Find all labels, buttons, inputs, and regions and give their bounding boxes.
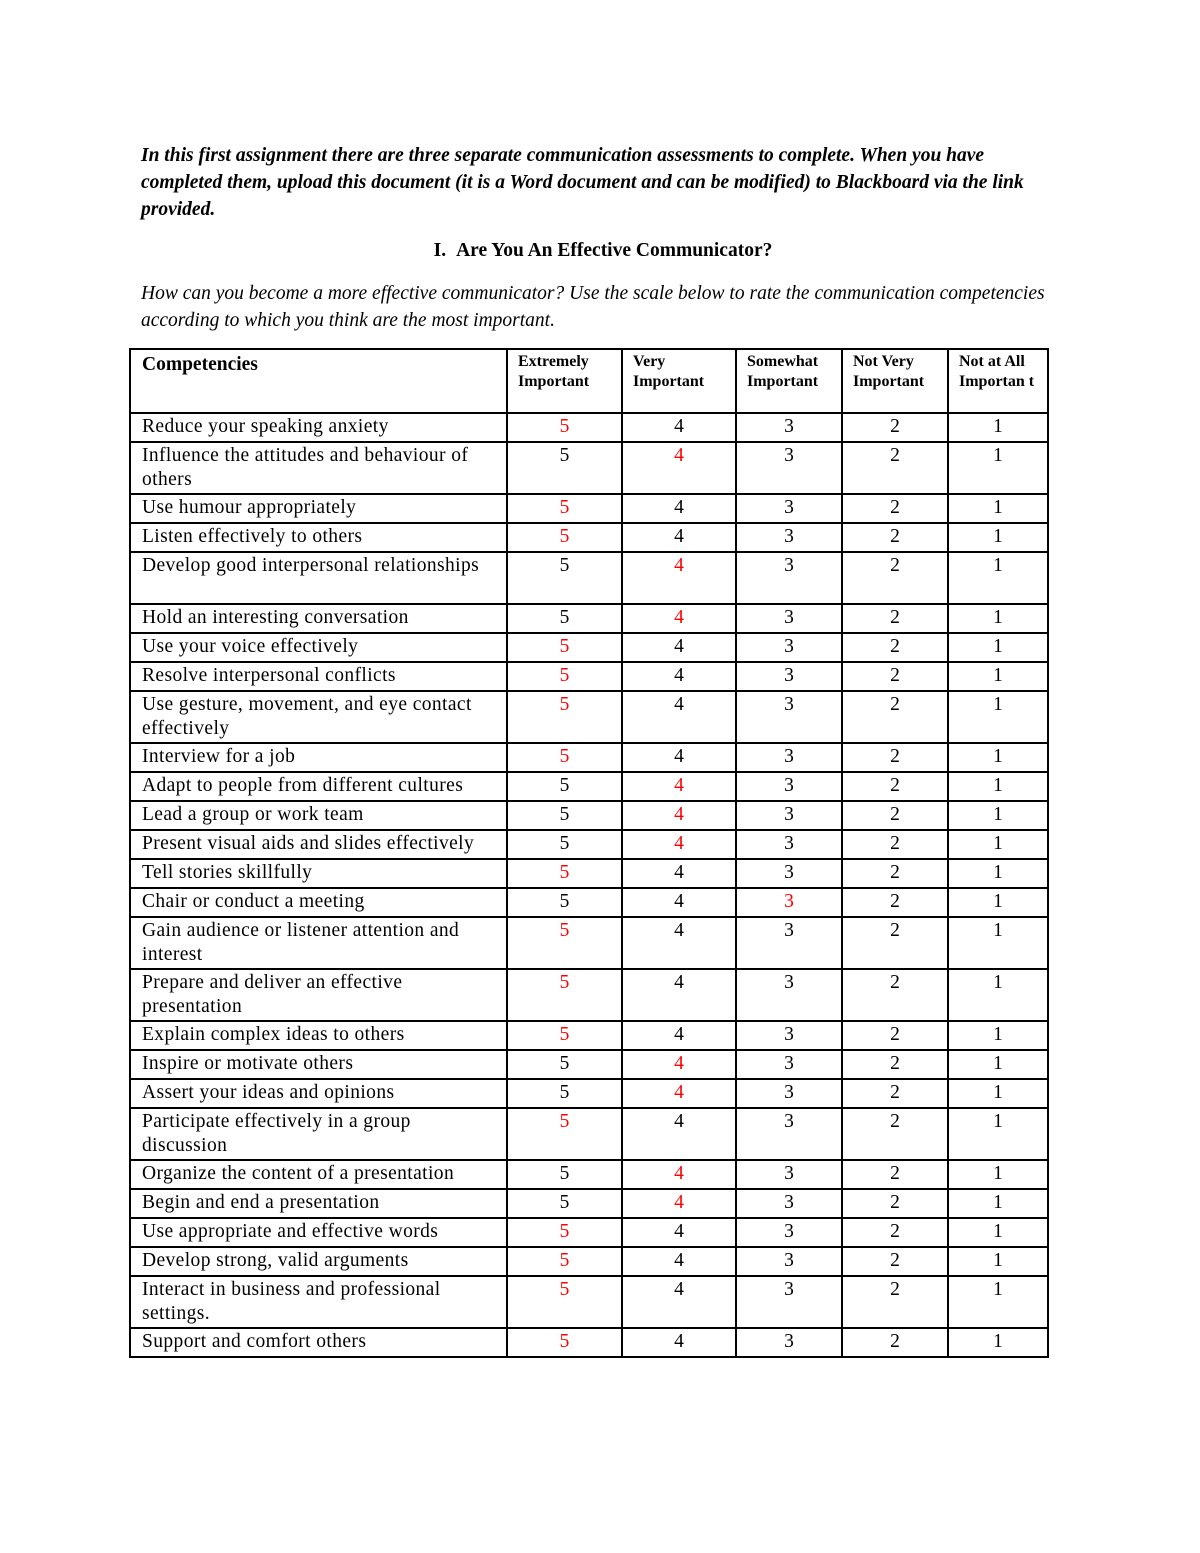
rating-cell-5[interactable]: 5	[507, 633, 622, 662]
rating-cell-1[interactable]: 1	[948, 442, 1048, 494]
rating-cell-5[interactable]: 5	[507, 1276, 622, 1328]
rating-cell-2[interactable]: 2	[842, 1218, 948, 1247]
competency-label: Interview for a job	[130, 743, 507, 772]
rating-cell-5[interactable]: 5	[507, 1108, 622, 1160]
table-row	[130, 1021, 1048, 1050]
rating-cell-2[interactable]: 2	[842, 772, 948, 801]
rating-cell-1[interactable]: 1	[948, 969, 1048, 1021]
rating-cell-5[interactable]: 5	[507, 604, 622, 633]
rating-prompt: How can you become a more effective communicator? Use the scale below to rate the communication competencies according to which you think are the most important.	[141, 283, 1045, 331]
rating-cell-3[interactable]: 3	[736, 743, 842, 772]
competency-label: Hold an interesting conversation	[130, 604, 507, 633]
competency-label: Interact in business and professional settings.	[130, 1276, 507, 1328]
competency-rating-table	[129, 348, 1049, 1358]
rating-cell-5[interactable]: 5	[507, 859, 622, 888]
competency-label: Influence the attitudes and behaviour of others	[130, 442, 507, 494]
rating-cell-4[interactable]: 4	[622, 1021, 736, 1050]
rating-cell-4[interactable]: 4	[622, 772, 736, 801]
section-number: I.	[433, 240, 447, 261]
table-row	[130, 1276, 1048, 1328]
rating-cell-4[interactable]: 4	[622, 830, 736, 859]
rating-cell-3[interactable]: 3	[736, 801, 842, 830]
rating-cell-5[interactable]: 5	[507, 413, 622, 442]
table-row	[130, 969, 1048, 1021]
rating-cell-1[interactable]: 1	[948, 1218, 1048, 1247]
rating-cell-1[interactable]: 1	[948, 801, 1048, 830]
table-row	[130, 413, 1048, 442]
rating-cell-3[interactable]: 3	[736, 691, 842, 743]
rating-cell-1[interactable]: 1	[948, 743, 1048, 772]
rating-cell-2[interactable]: 2	[842, 1160, 948, 1189]
rating-cell-1[interactable]: 1	[948, 1328, 1048, 1357]
competency-label: Lead a group or work team	[130, 801, 507, 830]
rating-cell-1[interactable]: 1	[948, 830, 1048, 859]
rating-cell-3[interactable]: 3	[736, 1247, 842, 1276]
rating-cell-2[interactable]: 2	[842, 888, 948, 917]
rating-cell-2[interactable]: 2	[842, 830, 948, 859]
table-row	[130, 662, 1048, 691]
rating-cell-2[interactable]: 2	[842, 917, 948, 969]
competency-label: Develop strong, valid arguments	[130, 1247, 507, 1276]
rating-cell-2[interactable]: 2	[842, 1276, 948, 1328]
rating-cell-5[interactable]: 5	[507, 830, 622, 859]
rating-cell-4[interactable]: 4	[622, 743, 736, 772]
rating-cell-3[interactable]: 3	[736, 1189, 842, 1218]
competency-label: Begin and end a presentation	[130, 1189, 507, 1218]
header-competencies: Competencies	[130, 349, 507, 413]
rating-cell-5[interactable]: 5	[507, 1218, 622, 1247]
rating-cell-4[interactable]: 4	[622, 1050, 736, 1079]
competency-label: Use gesture, movement, and eye contact effectively	[130, 691, 507, 743]
rating-cell-1[interactable]: 1	[948, 1108, 1048, 1160]
rating-cell-3[interactable]: 3	[736, 1021, 842, 1050]
rating-cell-1[interactable]: 1	[948, 1276, 1048, 1328]
competency-label: Assert your ideas and opinions	[130, 1079, 507, 1108]
competency-label: Use appropriate and effective words	[130, 1218, 507, 1247]
rating-cell-3[interactable]: 3	[736, 1079, 842, 1108]
rating-cell-1[interactable]: 1	[948, 633, 1048, 662]
rating-cell-3[interactable]: 3	[736, 523, 842, 552]
competency-label: Listen effectively to others	[130, 523, 507, 552]
rating-cell-1[interactable]: 1	[948, 1079, 1048, 1108]
rating-cell-5[interactable]: 5	[507, 1328, 622, 1357]
rating-cell-1[interactable]: 1	[948, 1050, 1048, 1079]
rating-cell-1[interactable]: 1	[948, 691, 1048, 743]
table-row	[130, 743, 1048, 772]
rating-cell-4[interactable]: 4	[622, 1079, 736, 1108]
section-heading	[0, 239, 1200, 263]
rating-cell-4[interactable]: 4	[622, 442, 736, 494]
table-row	[130, 691, 1048, 743]
rating-cell-2[interactable]: 2	[842, 442, 948, 494]
table-row	[130, 917, 1048, 969]
competency-label: Adapt to people from different cultures	[130, 772, 507, 801]
table-row	[130, 552, 1048, 604]
rating-cell-5[interactable]: 5	[507, 494, 622, 523]
rating-cell-2[interactable]: 2	[842, 1079, 948, 1108]
rating-cell-4[interactable]: 4	[622, 917, 736, 969]
rating-cell-5[interactable]: 5	[507, 1189, 622, 1218]
competency-label: Develop good interpersonal relationships	[130, 552, 507, 604]
rating-cell-5[interactable]: 5	[507, 969, 622, 1021]
competency-label: Reduce your speaking anxiety	[130, 413, 507, 442]
rating-cell-3[interactable]: 3	[736, 604, 842, 633]
rating-cell-1[interactable]: 1	[948, 859, 1048, 888]
rating-cell-4[interactable]: 4	[622, 1328, 736, 1357]
table-body	[130, 413, 1048, 1357]
rating-cell-3[interactable]: 3	[736, 1160, 842, 1189]
rating-cell-4[interactable]: 4	[622, 523, 736, 552]
rating-cell-1[interactable]: 1	[948, 1160, 1048, 1189]
rating-cell-5[interactable]: 5	[507, 691, 622, 743]
rating-cell-4[interactable]: 4	[622, 1160, 736, 1189]
rating-cell-2[interactable]: 2	[842, 494, 948, 523]
competency-label: Inspire or motivate others	[130, 1050, 507, 1079]
rating-cell-3[interactable]: 3	[736, 494, 842, 523]
rating-cell-5[interactable]: 5	[507, 772, 622, 801]
header-extremely-important: Extremely Important	[507, 349, 622, 413]
rating-cell-5[interactable]: 5	[507, 662, 622, 691]
rating-cell-1[interactable]: 1	[948, 1247, 1048, 1276]
rating-cell-2[interactable]: 2	[842, 743, 948, 772]
competency-label: Tell stories skillfully	[130, 859, 507, 888]
table-row	[130, 442, 1048, 494]
competency-label: Use your voice effectively	[130, 633, 507, 662]
competency-label: Present visual aids and slides effectively	[130, 830, 507, 859]
competency-label: Support and comfort others	[130, 1328, 507, 1357]
header-not-very-important: Not Very Important	[842, 349, 948, 413]
rating-cell-3[interactable]: 3	[736, 552, 842, 604]
rating-cell-1[interactable]: 1	[948, 494, 1048, 523]
rating-cell-5[interactable]: 5	[507, 801, 622, 830]
rating-cell-2[interactable]: 2	[842, 801, 948, 830]
table-row	[130, 1108, 1048, 1160]
rating-cell-2[interactable]: 2	[842, 1108, 948, 1160]
rating-cell-3[interactable]: 3	[736, 413, 842, 442]
rating-cell-1[interactable]: 1	[948, 552, 1048, 604]
rating-cell-1[interactable]: 1	[948, 917, 1048, 969]
rating-cell-5[interactable]: 5	[507, 743, 622, 772]
rating-cell-4[interactable]: 4	[622, 1218, 736, 1247]
rating-cell-4[interactable]: 4	[622, 662, 736, 691]
rating-cell-1[interactable]: 1	[948, 1189, 1048, 1218]
rating-cell-4[interactable]: 4	[622, 859, 736, 888]
table-row	[130, 801, 1048, 830]
rating-cell-4[interactable]: 4	[622, 801, 736, 830]
rating-cell-1[interactable]: 1	[948, 772, 1048, 801]
competency-label: Use humour appropriately	[130, 494, 507, 523]
table-row	[130, 494, 1048, 523]
rating-cell-2[interactable]: 2	[842, 1328, 948, 1357]
rating-cell-2[interactable]: 2	[842, 691, 948, 743]
rating-cell-1[interactable]: 1	[948, 662, 1048, 691]
header-very-important: Very Important	[622, 349, 736, 413]
competency-label: Prepare and deliver an effective presentation	[130, 969, 507, 1021]
rating-cell-4[interactable]: 4	[622, 1276, 736, 1328]
rating-cell-3[interactable]: 3	[736, 662, 842, 691]
rating-cell-1[interactable]: 1	[948, 1021, 1048, 1050]
rating-cell-4[interactable]: 4	[622, 413, 736, 442]
header-not-at-all-important: Not at All Importan t	[948, 349, 1048, 413]
rating-cell-1[interactable]: 1	[948, 413, 1048, 442]
competency-label: Explain complex ideas to others	[130, 1021, 507, 1050]
rating-cell-3[interactable]: 3	[736, 888, 842, 917]
rating-cell-2[interactable]: 2	[842, 523, 948, 552]
rating-cell-5[interactable]: 5	[507, 442, 622, 494]
table-row	[130, 888, 1048, 917]
rating-cell-3[interactable]: 3	[736, 830, 842, 859]
rating-cell-3[interactable]: 3	[736, 859, 842, 888]
rating-cell-4[interactable]: 4	[622, 888, 736, 917]
competency-label: Organize the content of a presentation	[130, 1160, 507, 1189]
rating-cell-5[interactable]: 5	[507, 552, 622, 604]
rating-cell-4[interactable]: 4	[622, 969, 736, 1021]
rating-cell-2[interactable]: 2	[842, 1021, 948, 1050]
rating-cell-2[interactable]: 2	[842, 969, 948, 1021]
competency-label: Resolve interpersonal conflicts	[130, 662, 507, 691]
table-row	[130, 1328, 1048, 1357]
table-row	[130, 772, 1048, 801]
rating-cell-3[interactable]: 3	[736, 1218, 842, 1247]
rating-cell-1[interactable]: 1	[948, 604, 1048, 633]
rating-cell-4[interactable]: 4	[622, 552, 736, 604]
table-row	[130, 1218, 1048, 1247]
rating-cell-5[interactable]: 5	[507, 1079, 622, 1108]
rating-cell-4[interactable]: 4	[622, 691, 736, 743]
table-row	[130, 1160, 1048, 1189]
rating-cell-3[interactable]: 3	[736, 442, 842, 494]
rating-cell-5[interactable]: 5	[507, 917, 622, 969]
rating-cell-5[interactable]: 5	[507, 1247, 622, 1276]
table-row	[130, 1247, 1048, 1276]
rating-cell-2[interactable]: 2	[842, 1189, 948, 1218]
rating-cell-2[interactable]: 2	[842, 413, 948, 442]
rating-cell-4[interactable]: 4	[622, 1108, 736, 1160]
rating-cell-1[interactable]: 1	[948, 523, 1048, 552]
rating-cell-4[interactable]: 4	[622, 494, 736, 523]
rating-cell-4[interactable]: 4	[622, 633, 736, 662]
table-row	[130, 1189, 1048, 1218]
rating-cell-5[interactable]: 5	[507, 523, 622, 552]
table-row	[130, 859, 1048, 888]
table-row	[130, 1079, 1048, 1108]
rating-cell-2[interactable]: 2	[842, 552, 948, 604]
competency-label: Participate effectively in a group discussion	[130, 1108, 507, 1160]
rating-cell-5[interactable]: 5	[507, 888, 622, 917]
rating-cell-4[interactable]: 4	[622, 1247, 736, 1276]
header-somewhat-important: Somewhat Important	[736, 349, 842, 413]
rating-cell-5[interactable]: 5	[507, 1160, 622, 1189]
rating-cell-2[interactable]: 2	[842, 604, 948, 633]
rating-cell-5[interactable]: 5	[507, 1050, 622, 1079]
rating-cell-3[interactable]: 3	[736, 772, 842, 801]
rating-cell-2[interactable]: 2	[842, 1247, 948, 1276]
rating-cell-1[interactable]: 1	[948, 888, 1048, 917]
table-row	[130, 1050, 1048, 1079]
rating-cell-5[interactable]: 5	[507, 1021, 622, 1050]
rating-cell-3[interactable]: 3	[736, 633, 842, 662]
rating-cell-3[interactable]: 3	[736, 917, 842, 969]
rating-cell-3[interactable]: 3	[736, 1276, 842, 1328]
rating-cell-2[interactable]: 2	[842, 1050, 948, 1079]
rating-cell-2[interactable]: 2	[842, 633, 948, 662]
competency-label: Gain audience or listener attention and interest	[130, 917, 507, 969]
table-row	[130, 633, 1048, 662]
rating-cell-2[interactable]: 2	[842, 662, 948, 691]
rating-cell-3[interactable]: 3	[736, 1050, 842, 1079]
rating-cell-2[interactable]: 2	[842, 859, 948, 888]
assignment-instructions: In this first assignment there are three separate communication assessments to complete. When you have completed them, upload this document (it is a Word document and can be modified) to Blackboard via the link provided.	[141, 145, 1024, 220]
rating-cell-3[interactable]: 3	[736, 969, 842, 1021]
rating-cell-3[interactable]: 3	[736, 1108, 842, 1160]
rating-cell-4[interactable]: 4	[622, 1189, 736, 1218]
table-row	[130, 604, 1048, 633]
rating-cell-3[interactable]: 3	[736, 1328, 842, 1357]
table-header-row	[130, 349, 1048, 413]
competency-label: Chair or conduct a meeting	[130, 888, 507, 917]
section-title-text: Are You An Effective Communicator?	[456, 240, 773, 261]
rating-cell-4[interactable]: 4	[622, 604, 736, 633]
table-row	[130, 523, 1048, 552]
table-row	[130, 830, 1048, 859]
